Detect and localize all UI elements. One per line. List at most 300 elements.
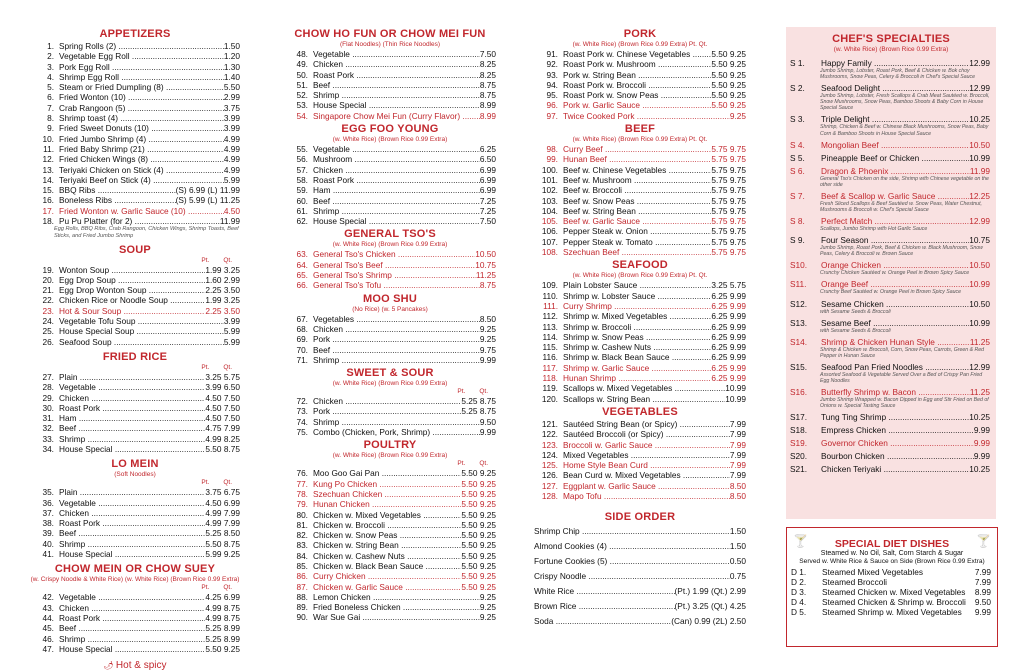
item-number: 27. [42,371,54,382]
item-number: S 9. [790,235,805,246]
item-number: 59. [296,185,308,196]
item-name: Mushroom ..... [313,154,480,164]
item-name: Steamed Chicken w. Mixed Vegetables [822,587,966,597]
item-number: 94. [546,79,558,90]
item-price: 6.50 [479,154,496,165]
item-number: S19. [790,438,808,449]
item-description: Jumbo Shrimp, Lobster, Roast Pork, Beef & Chicken w. Bok choy Mushrooms, Snow Peas, Celery & Broccoli in Chef's Special Sauce [820,68,975,81]
section-title: LO MEIN [111,458,159,471]
item-description: Jumbo Shrimp Wrapped w. Bacon Dipped in Egg and Stir Fried on Bed of Onions w. Special Tasting Sauce [820,397,989,410]
item-name: House Special ..... [59,444,205,454]
item-number: 65. [296,270,308,281]
item-price: 5.75 9.75 [711,247,746,258]
menu-item [30,498,240,508]
item-price: 10.50 [969,260,990,271]
item-name: Shrimp w. Black Bean Sauce ..... [563,352,711,362]
item-name: Hot & Sour Soup ..... [59,306,205,316]
item-name: House Special ..... [59,549,205,559]
item-price: 2.25 3.50 [205,285,240,296]
item-price: 6.25 9.99 [711,321,746,332]
item-price: 7.99 [729,470,746,481]
item-name: Teriyaki Beef on Stick (4) ..... [59,175,224,185]
menu-section [284,228,496,290]
item-number: 115. [542,342,558,353]
item-number: 76. [296,468,308,479]
item-number: D 1. [791,567,807,577]
menu-item [284,602,496,612]
menu-item [30,528,240,538]
item-name: Wonton Soup ..... [59,265,205,275]
item-number: S12. [790,298,808,309]
item-name: Curry Beef ..... [563,144,711,154]
item-price: 4.99 8.75 [205,602,240,613]
item-number: 78. [296,488,308,499]
section-title: PORK [623,28,657,40]
item-price: 3.75 6.75 [205,487,240,498]
item-price: 7.99 [729,449,746,460]
item-name: Roast Pork w. Snow Peas ..... [563,90,711,100]
item-price: 8.50 [729,480,746,491]
menu-item [30,41,240,51]
item-price: 7.99 [974,577,991,587]
item-number: 74. [296,416,308,427]
item-number: 123. [541,439,558,450]
menu-item [534,322,746,332]
item-name: Lemon Chicken ..... [313,592,480,602]
menu-item [30,195,240,205]
chef-item [786,425,990,435]
item-name: Shrimp w. Lobster Sauce ..... [563,291,711,301]
item-number: 22. [42,295,54,306]
item-price: 3.25 5.75 [205,371,240,382]
menu-item [534,291,746,301]
menu-item [787,577,991,587]
item-name: Roast Pork ..... [59,518,205,528]
item-name: Soda ..... [534,614,671,629]
item-price: 5.50 9.25 [461,488,496,499]
item-number: 92. [546,59,558,70]
menu-item [30,62,240,72]
menu-item [284,571,496,581]
item-number: 100. [541,164,558,175]
section-title: SOUP [119,243,151,256]
item-price: 1.30 [223,61,240,72]
item-number: 66. [296,280,308,291]
item-price: 7.50 [479,49,496,59]
section-subtitle: (w. Crispy Noodle & White Rice) (w. White Rice) (Brown Rice 0.99 Extra) [30,576,240,584]
item-name: Four Season ..... [821,235,969,245]
menu-item [30,113,240,123]
item-number: 73. [296,406,308,417]
chef-item [786,387,990,409]
menu-item [786,153,990,163]
menu-item [284,499,496,509]
item-name: Ham ..... [313,185,480,195]
item-name: War Sue Gai ..... [313,612,480,622]
item-price: (Can) 0.99 (2L) 2.50 [671,616,746,627]
item-price: 5.50 9.25 [461,519,496,530]
item-number: 1. [47,41,54,51]
menu-item [284,196,496,206]
item-price: 1.40 [223,71,240,82]
item-number: 71. [296,354,308,365]
item-name: Pork Egg Roll ..... [59,62,224,72]
item-number: 70. [296,344,308,355]
item-name: Vegetable ..... [313,49,480,59]
item-price: 9.99 [479,427,496,438]
menu-item [30,413,240,423]
size-label: Qt. [223,479,232,487]
menu-item [284,49,496,59]
item-price: 1.60 2.99 [205,274,240,285]
item-name: Chicken ..... [313,59,480,69]
menu-item [30,175,240,185]
item-name: Perfect Match ..... [821,216,969,226]
section-title: BEEF [624,123,656,136]
item-name: Beef ..... [313,345,480,355]
item-price: 8.25 [479,59,496,70]
menu-item [786,362,990,372]
item-number: 112. [542,311,558,322]
menu-item [786,235,990,245]
item-number: 33. [42,433,54,444]
item-name: Roast Pork ..... [59,613,205,623]
item-number: 54. [296,110,308,121]
menu-item [284,468,496,478]
item-price: 3.25 5.75 [711,280,746,291]
item-name: Moo Goo Gai Pan ..... [313,468,461,478]
item-name: Sesame Chicken ..... [821,299,969,309]
section-title: SEAFOOD [612,259,668,272]
item-price: 5.99 [223,326,240,337]
item-price: 8.75 [479,79,496,90]
item-price: 11.25 [969,336,990,347]
menu-item [786,216,990,226]
menu-column-1 [30,28,240,671]
menu-item [284,70,496,80]
item-name: Empress Chicken ..... [821,425,974,435]
size-label: Pt. [201,363,210,371]
item-number: 116. [542,352,558,363]
item-price: 5.75 9.75 [711,236,746,247]
item-price: 5.50 9.25 [461,581,496,592]
menu-section [30,563,240,654]
item-description: with Sesame Seeds & Broccoli [820,308,891,315]
item-number: 95. [546,90,558,101]
menu-item [30,206,240,216]
menu-item [534,216,746,226]
menu-item [786,114,990,124]
item-name: Seafood Soup ..... [59,337,224,347]
menu-section [284,123,496,226]
size-label: Qt. [479,388,488,396]
item-price: 7.99 [974,567,991,577]
item-number: 17. [42,205,54,216]
menu-item [30,154,240,164]
item-name: Beef w. Garlic Sauce ..... [563,216,711,226]
item-description: Jumbo Shrimp, Roast Pork, Beef & Chicken w. Black Mushroom, Snow Peas, Celery & Broccoli w. Brown Sauce [820,245,983,258]
item-name: Butterfly Shrimp w. Bacon ..... [821,387,970,397]
item-price: 5.75 9.75 [711,164,746,175]
item-number: 61. [296,205,308,216]
menu-item [534,59,746,69]
item-name: Chicken ..... [59,603,205,613]
item-price: 11.25 [969,387,990,398]
item-number: S 1. [790,58,805,68]
menu-item [787,587,991,597]
menu-item [284,216,496,226]
item-name: Pork w. String Bean ..... [563,70,711,80]
menu-section [534,123,746,257]
item-name: BBQ Ribs ..... [59,185,176,195]
item-description: with Sesame Seeds & Broccoli [820,327,891,334]
menu-item [284,334,496,344]
item-name: Chicken ..... [59,508,205,518]
item-name: Vegetable Tofu Soup ..... [59,316,224,326]
item-price: 5.75 9.75 [711,216,746,227]
item-name: Spring Rolls (2) ..... [59,41,224,51]
menu-section [284,28,496,121]
menu-item [30,539,240,549]
item-number: 72. [296,396,308,407]
chef-subtitle: (w. White Rice) (Brown Rice 0.99 Extra) [833,46,949,53]
item-name: Fried Chicken Wings (8) ..... [59,154,224,164]
item-price: 8.50 [479,313,496,324]
menu-item [284,100,496,110]
item-price: 4.99 [223,143,240,154]
item-name: Fried Jumbo Shrimp (4) ..... [59,134,224,144]
item-number: 43. [42,602,54,613]
item-price: 0.50 [729,556,746,567]
item-number: S11. [790,279,807,290]
item-name: Ham ..... [59,413,205,423]
item-price: 12.99 [969,216,990,227]
menu-item [30,403,240,413]
item-description: Scallops, Jumbo Shrimp with Hot Garlic Sauce [820,226,928,233]
item-price: 6.25 9.99 [711,373,746,384]
item-price: 12.99 [969,58,990,68]
menu-item [30,434,240,444]
item-number: D 4. [791,597,807,607]
menu-item [30,393,240,403]
menu-section [284,367,496,437]
item-price: 5.75 9.75 [711,185,746,196]
item-name: Roast Pork ..... [313,175,480,185]
menu-item [786,438,990,448]
section-subtitle: (w. White Rice) (Brown Rice 0.99 Extra) [332,136,448,144]
item-number: 11. [43,143,54,154]
hot-spicy-legend [30,660,240,671]
item-price: 4.50 6.99 [205,497,240,508]
item-price: 5.50 9.25 [461,499,496,510]
item-description: Crunchy Beef Sautéed w. Orange Peel in Brown Spicy Sauce [820,289,962,296]
menu-item [30,487,240,497]
item-name: Szechuan Chicken ..... [313,489,461,499]
chef-item [786,153,990,163]
menu-item [534,599,746,614]
item-name: Fried Sweet Donuts (10) ..... [59,123,224,133]
item-name: Orange Beef ..... [821,279,969,289]
item-name: Boneless Ribs ..... [59,195,176,205]
item-price: 5.75 9.75 [711,226,746,237]
item-name: Beef w. Snow Peas ..... [563,196,711,206]
menu-item [534,429,746,439]
item-number: 50. [296,69,308,80]
item-price: 5.75 9.75 [711,144,746,155]
item-name: Beef ..... [313,196,480,206]
size-label: Qt. [223,584,232,592]
menu-item [284,185,496,195]
item-price: 6.99 [479,185,496,196]
item-number: 114. [542,331,558,342]
item-price: 9.99 [479,354,496,365]
menu-item [284,249,496,259]
item-price: 6.99 [479,164,496,175]
item-price: 5.50 9.25 [461,509,496,520]
item-number: 14. [42,174,54,185]
item-number: 113. [542,321,558,332]
item-price: 7.99 [729,418,746,429]
menu-item [30,623,240,633]
menu-item [786,191,990,201]
menu-item [534,373,746,383]
chef-item [786,337,990,359]
item-name: Mongolian Beef ..... [821,140,969,150]
item-price: 9.50 [479,416,496,427]
item-description: Assorted Seafood & Vegetable Served Over a Bed of Crispy Pan Fried Egg Noodles [820,371,983,384]
item-name: Home Style Bean Curd ..... [563,460,730,470]
item-name: Beef & Scallop w. Garlic Sauce ..... [821,191,969,201]
item-price: 5.50 9.25 [461,571,496,582]
item-number: 20. [42,274,54,285]
menu-item [30,549,240,559]
pepper-icon: 🌶 [103,661,116,671]
item-number: 88. [296,591,308,602]
item-number: 2. [47,51,54,62]
menu-item [284,90,496,100]
menu-item [787,597,991,607]
menu-item [284,260,496,270]
item-number: 91. [546,49,558,59]
item-description: Shrimp, Chicken & Beef w. Chinese Black Mushrooms, Snow Peas, Baby Corn & Bamboo Shoots in House Special Sauce [820,124,989,137]
menu-item [534,311,746,321]
menu-item [284,111,496,121]
menu-item [284,520,496,530]
section-subtitle: (Soft Noodles) [114,471,156,479]
item-price: 5.50 9.25 [711,90,746,101]
item-name: Sesame Beef ..... [821,318,969,328]
menu-item [30,103,240,113]
side-order-section [534,511,746,629]
menu-item [534,440,746,450]
menu-item [534,247,746,257]
menu-item [30,326,240,336]
item-name: Crispy Noodle ..... [534,569,730,584]
item-name: Sautéed Broccoli (or Spicy) ..... [563,429,730,439]
item-name: Pu Pu Platter (for 2) ..... [59,216,220,226]
menu-item [284,479,496,489]
item-price: 5.50 [223,82,240,93]
menu-item [534,481,746,491]
menu-item [534,470,746,480]
menu-item [30,295,240,305]
menu-item [284,144,496,154]
item-description: Jumbo Shrimp, Lobster, Fresh Scallops & Crab Meat Sautéed w. Broccoli, Snow Mushrooms, Snow Peas, Bamboo Shoots & Baby Corn in House Special Sauce [820,93,990,112]
item-price: 10.50 [475,249,496,260]
item-name: Beef w. String Bean ..... [563,206,711,216]
item-number: 5. [47,82,54,93]
menu-item [284,540,496,550]
item-name: Szechuan Beef ..... [563,247,711,257]
menu-item [534,394,746,404]
item-number: 85. [296,560,308,571]
item-name: Hunan Beef ..... [563,154,711,164]
item-number: S13. [790,317,808,328]
item-number: 55. [296,144,308,155]
item-price: 3.99 6.50 [205,382,240,393]
item-price: 6.25 [479,144,496,155]
item-price: 1.20 [223,51,240,62]
menu-section [534,28,746,121]
item-name: Curry Chicken ..... [313,571,461,581]
item-price: 4.50 7.50 [205,413,240,424]
chef-item [786,83,990,111]
item-number: 44. [42,612,54,623]
item-price: 12.99 [969,83,990,94]
diet-subtitle-1: Steamed w. No Oil, Salt, Corn Starch & Sugar [820,550,964,557]
item-name: Beef ..... [59,528,205,538]
item-name: Steamed Broccoli [822,577,888,587]
item-number: 68. [296,323,308,334]
item-number: 58. [296,174,308,185]
menu-item [534,419,746,429]
item-price: 5.75 9.75 [711,174,746,185]
item-number: 64. [296,259,308,270]
size-header [284,460,496,468]
item-price: 4.99 [223,154,240,165]
item-number: S15. [790,361,808,372]
item-price: 5.75 9.75 [711,154,746,165]
item-price: 11.99 [219,216,240,227]
menu-item [786,464,990,474]
item-name: Chicken w. Cashew Nuts ..... [313,551,461,561]
item-name: Bourbon Chicken ..... [821,451,974,461]
item-name: Steamed Mixed Vegetables [822,567,924,577]
item-number: 38. [42,518,54,529]
item-price: 8.50 [729,490,746,501]
menu-item [786,299,990,309]
item-price: 5.50 9.25 [461,540,496,551]
item-name: Almond Cookies (4) ..... [534,539,730,554]
item-description: Crunchy Chicken Sautéed w. Orange Peel in Brown Spicy Sauce [820,270,970,277]
item-number: S14. [790,336,808,347]
item-number: S 7. [790,190,805,201]
item-number: 84. [296,550,308,561]
menu-item [284,561,496,571]
item-name: Chicken w. Broccoli ..... [313,520,461,530]
item-number: 122. [541,429,558,440]
item-price: (Pt.) 1.99 (Qt.) 2.99 [674,586,746,597]
menu-column-3 [534,28,746,631]
diet-subtitle-2: Served w. White Rice & Sauce on Side (Brown Rice 0.99 Extra) [799,558,985,565]
item-price: 3.99 [223,316,240,327]
menu-item [786,166,990,176]
item-number: 19. [42,264,54,275]
item-number: 90. [296,612,308,623]
menu-item [284,406,496,416]
item-number: 127. [541,480,558,491]
item-price: 10.99 [969,279,990,290]
